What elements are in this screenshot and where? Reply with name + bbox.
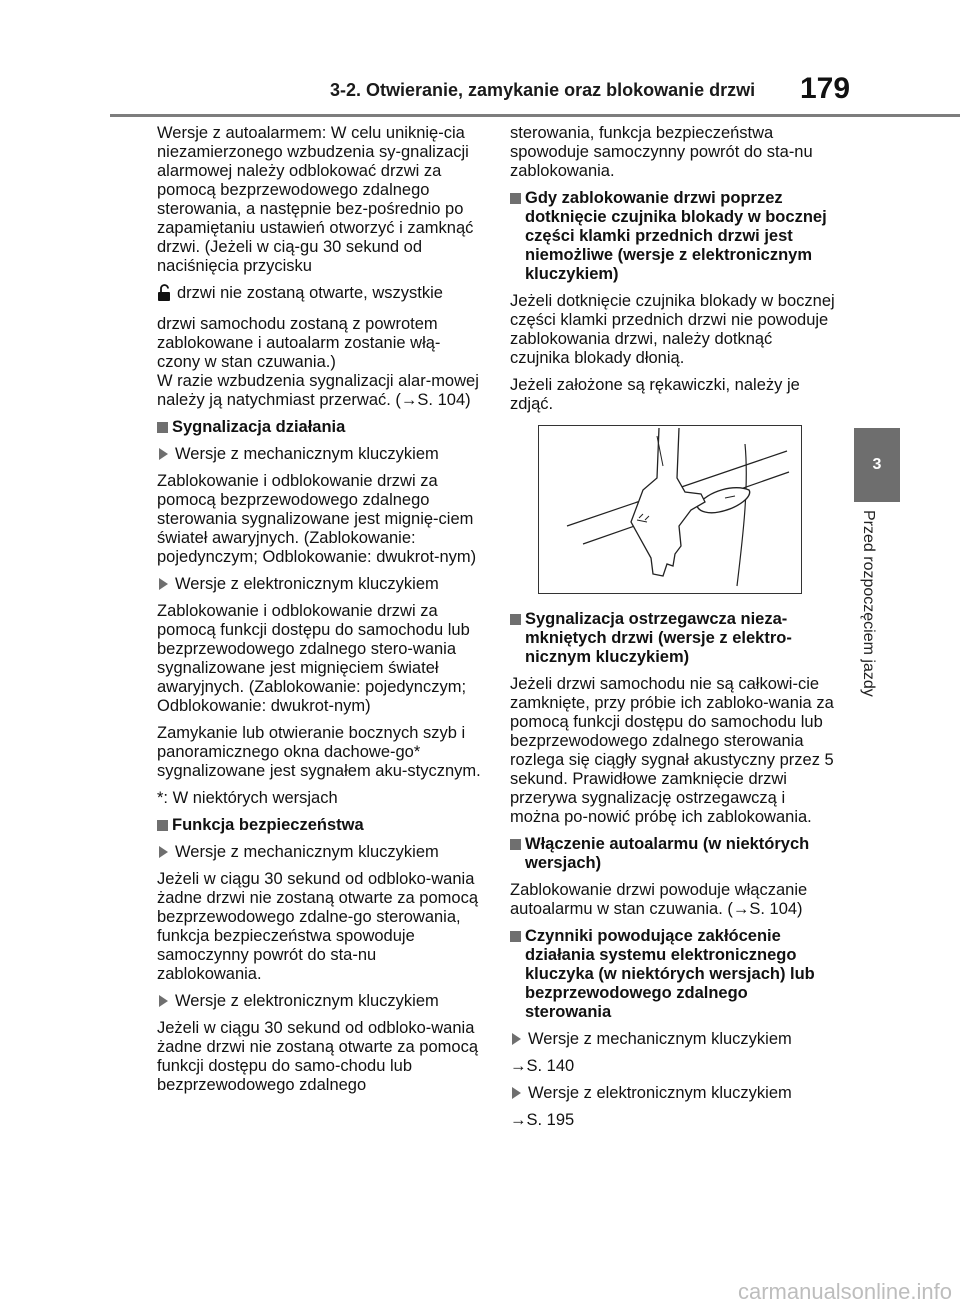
paragraph: Zamykanie lub otwieranie bocznych szyb i panoramicznego okna dachowe-go* sygnalizowane jest sygnałem aku-stycznym. bbox=[157, 724, 481, 780]
footnote: *: W niektórych wersjach bbox=[157, 789, 338, 807]
sub-heading: Wersje z elektronicznym kluczykiem bbox=[157, 992, 482, 1011]
page-reference[interactable]: →S. 140 bbox=[510, 1057, 575, 1075]
sub-heading: Wersje z mechanicznym kluczykiem bbox=[157, 843, 482, 862]
triangle-bullet-icon bbox=[159, 578, 168, 590]
square-bullet-icon bbox=[510, 614, 521, 625]
unlock-icon bbox=[157, 284, 171, 307]
sub-heading: Wersje z elektronicznym kluczykiem bbox=[510, 1084, 835, 1103]
square-bullet-icon bbox=[157, 422, 168, 433]
section-heading: Czynniki powodujące zakłócenie działania systemu elektronicznego kluczyka (w niektórych wersjach) lub bezprzewodowego zdalnego sterowania bbox=[510, 927, 835, 1022]
triangle-bullet-icon bbox=[159, 448, 168, 460]
triangle-bullet-icon bbox=[159, 995, 168, 1007]
section-heading: Sygnalizacja ostrzegawcza nieza-mkniętych drzwi (wersje z elektro-nicznym kluczykiem) bbox=[510, 610, 835, 667]
section-heading: Włączenie autoalarmu (w niektórych wersjach) bbox=[510, 835, 835, 873]
page-reference[interactable]: →S. 195 bbox=[510, 1111, 575, 1129]
section-heading: Sygnalizacja działania bbox=[157, 418, 482, 437]
paragraph: Zablokowanie i odblokowanie drzwi za pomocą funkcji dostępu do samochodu lub bezprzewodowego zdalnego stero-wania sygnalizowane jest mignięciem świateł awaryjnych. (Zablokowanie: pojedynczym; Odblokowanie: dwukrot-nym) bbox=[157, 602, 470, 715]
right-column bbox=[510, 124, 835, 1138]
section-heading: Gdy zablokowanie drzwi poprzez dotknięcie czujnika blokady w bocznej części klamki przednich drzwi jest niemożliwe (wersje z elektronicznym kluczykiem) bbox=[510, 189, 835, 284]
sub-heading: Wersje z mechanicznym kluczykiem bbox=[510, 1030, 835, 1049]
paragraph: drzwi samochodu zostaną z powrotem zablokowane i autoalarm zostanie włą-czony w stan czuwania.) bbox=[157, 315, 441, 371]
triangle-bullet-icon bbox=[512, 1087, 521, 1099]
watermark: carmanualsonline.info bbox=[737, 1279, 952, 1304]
door-handle-illustration bbox=[538, 425, 802, 594]
paragraph: Wersje z autoalarmem: W celu uniknię-cia niezamierzonego wzbudzenia sy-gnalizacji alarmowej należy odblokować drzwi za pomocą bezprzewodowego zdalnego sterowania, a następnie bez-pośrednio po zapamiętaniu ustawień otworzyć i zamknąć drzwi. (Jeżeli w cią-gu 30 sekund od naciśnięcia przycisku bbox=[157, 124, 474, 275]
sub-heading: Wersje z mechanicznym kluczykiem bbox=[157, 445, 482, 464]
paragraph: Zablokowanie drzwi powoduje włączanie autoalarmu w stan czuwania. (→S. 104) bbox=[510, 881, 808, 918]
paragraph: drzwi nie zostaną otwarte, wszystkie bbox=[157, 284, 482, 307]
page-number: 179 bbox=[800, 72, 851, 105]
square-bullet-icon bbox=[510, 193, 521, 204]
sub-heading: Wersje z elektronicznym kluczykiem bbox=[157, 575, 482, 594]
section-heading: Funkcja bezpieczeństwa bbox=[157, 816, 482, 835]
paragraph: Zablokowanie i odblokowanie drzwi za pomocą bezprzewodowego zdalnego sterowania sygnalizowane jest mignię-ciem świateł awaryjnych. (Zablokowanie: pojedynczym; Odblokowanie: dwukrot-nym) bbox=[157, 472, 477, 566]
left-column bbox=[157, 124, 482, 1103]
paragraph: W razie wzbudzenia sygnalizacji alar-mowej należy ją natychmiast przerwać. (→S. 104) bbox=[157, 372, 479, 409]
square-bullet-icon bbox=[157, 820, 168, 831]
square-bullet-icon bbox=[510, 839, 521, 850]
triangle-bullet-icon bbox=[159, 846, 168, 858]
chapter-number: 3 bbox=[872, 456, 882, 473]
paragraph: Jeżeli dotknięcie czujnika blokady w bocznej części klamki przednich drzwi nie powoduje zablokowania drzwi, należy dotknąć czujnika blokady dłonią. bbox=[510, 292, 835, 367]
paragraph: Jeżeli drzwi samochodu nie są całkowi-cie zamknięte, przy próbie ich zabloko-wania za pomocą funkcji dostępu do samochodu lub bezprzewodowego zdalnego sterowania rozlega się ciągły sygnał akustyczny przez 5 sekund. Prawidłowe zamknięcie drzwi przerywa sygnalizację ostrzegawczą i można po-nowić próbę ich zablokowania. bbox=[510, 675, 834, 826]
header-rule bbox=[110, 114, 960, 117]
paragraph: Jeżeli w ciągu 30 sekund od odbloko-wania żadne drzwi nie zostaną otwarte za pomocą funkcji dostępu do samo-chodu lub bezprzewodowego zdalnego bbox=[157, 1019, 479, 1094]
section-title: 3-2. Otwieranie, zamykanie oraz blokowanie drzwi bbox=[330, 80, 756, 100]
paragraph: sterowania, funkcja bezpieczeństwa spowoduje samoczynny powrót do sta-nu zablokowania. bbox=[510, 124, 813, 180]
paragraph: Jeżeli założone są rękawiczki, należy je zdjąć. bbox=[510, 376, 800, 413]
triangle-bullet-icon bbox=[512, 1033, 521, 1045]
square-bullet-icon bbox=[510, 931, 521, 942]
chapter-label: Przed rozpoczęciem jazdy bbox=[860, 510, 877, 697]
chapter-tab[interactable] bbox=[854, 428, 900, 502]
paragraph: Jeżeli w ciągu 30 sekund od odbloko-wania żadne drzwi nie zostaną otwarte za pomocą bezprzewodowego zdalne-go sterowania, funkcja bezpieczeństwa spowoduje samoczynny powrót do sta-nu zablokowania. bbox=[157, 870, 479, 983]
